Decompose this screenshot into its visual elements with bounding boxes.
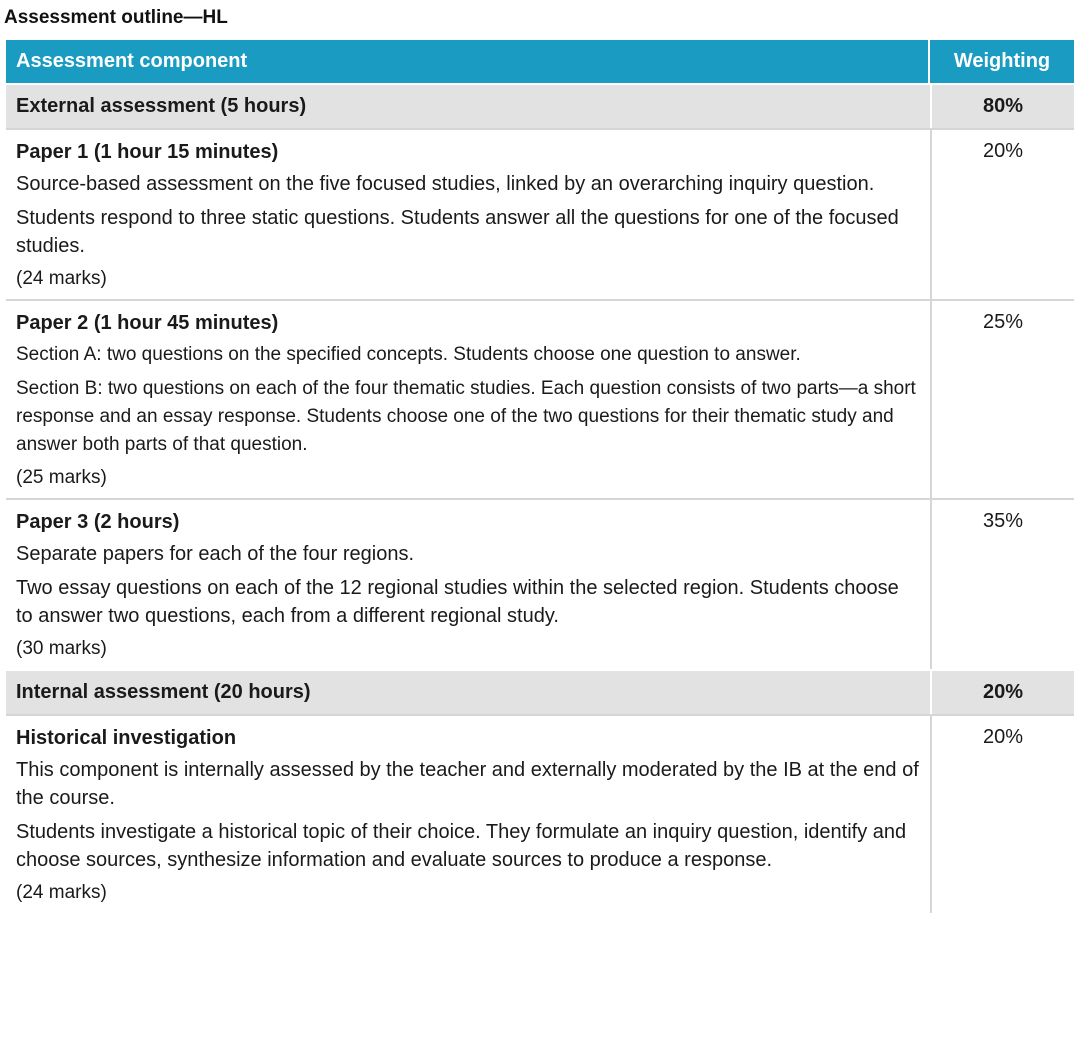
component-description: Two essay questions on each of the 12 regional studies within the selected region. Students choose to answer two questions, each from a different regional study. xyxy=(16,577,899,627)
table-header-row xyxy=(6,40,1074,83)
header-weighting: Weighting xyxy=(930,40,1074,83)
component-description: Section A: two questions on the specified concepts. Students choose one question to answer. xyxy=(16,344,801,365)
component-cell xyxy=(6,714,930,913)
table-row-paper-1 xyxy=(6,128,1074,299)
table-row-paper-3 xyxy=(6,498,1074,669)
section-label: External assessment (5 hours) xyxy=(6,83,930,128)
component-marks: (24 marks) xyxy=(16,268,107,289)
component-weight: 20% xyxy=(930,714,1074,913)
component-cell xyxy=(6,498,930,669)
component-title: Paper 2 (1 hour 45 minutes) xyxy=(16,312,279,334)
component-description: This component is internally assessed by the teacher and externally moderated by the IB at the end of the course. xyxy=(16,759,919,809)
component-marks: (30 marks) xyxy=(16,638,107,659)
table-row-historical-investigation xyxy=(6,714,1074,913)
table-row-paper-2 xyxy=(6,299,1074,498)
section-row-internal xyxy=(6,669,1074,714)
section-label: Internal assessment (20 hours) xyxy=(6,669,930,714)
component-description: Section B: two questions on each of the four thematic studies. Each question consists of two parts—a short response and an essay response. Students choose one of the two questions for their thematic study and answer both parts of that question. xyxy=(16,378,916,455)
component-weight: 20% xyxy=(930,128,1074,299)
header-assessment-component: Assessment component xyxy=(6,40,930,83)
component-marks: (24 marks) xyxy=(16,882,107,903)
component-cell xyxy=(6,299,930,498)
component-description: Students respond to three static questions. Students answer all the questions for one of the focused studies. xyxy=(16,207,899,257)
component-cell xyxy=(6,128,930,299)
component-title: Paper 1 (1 hour 15 minutes) xyxy=(16,141,279,163)
assessment-outline-table xyxy=(6,40,1074,913)
component-description: Separate papers for each of the four regions. xyxy=(16,543,415,565)
component-marks: (25 marks) xyxy=(16,467,107,488)
section-row-external xyxy=(6,83,1074,128)
section-weight: 20% xyxy=(930,669,1074,714)
component-title: Paper 3 (2 hours) xyxy=(16,511,180,533)
page-title: Assessment outline—HL xyxy=(4,7,228,28)
section-weight: 80% xyxy=(930,83,1074,128)
component-description: Students investigate a historical topic of their choice. They formulate an inquiry question, identify and choose sources, synthesize information and evaluate sources to produce a response. xyxy=(16,821,907,871)
component-weight: 35% xyxy=(930,498,1074,669)
component-weight: 25% xyxy=(930,299,1074,498)
component-title: Historical investigation xyxy=(16,727,237,749)
component-description: Source-based assessment on the five focused studies, linked by an overarching inquiry question. xyxy=(16,173,875,195)
